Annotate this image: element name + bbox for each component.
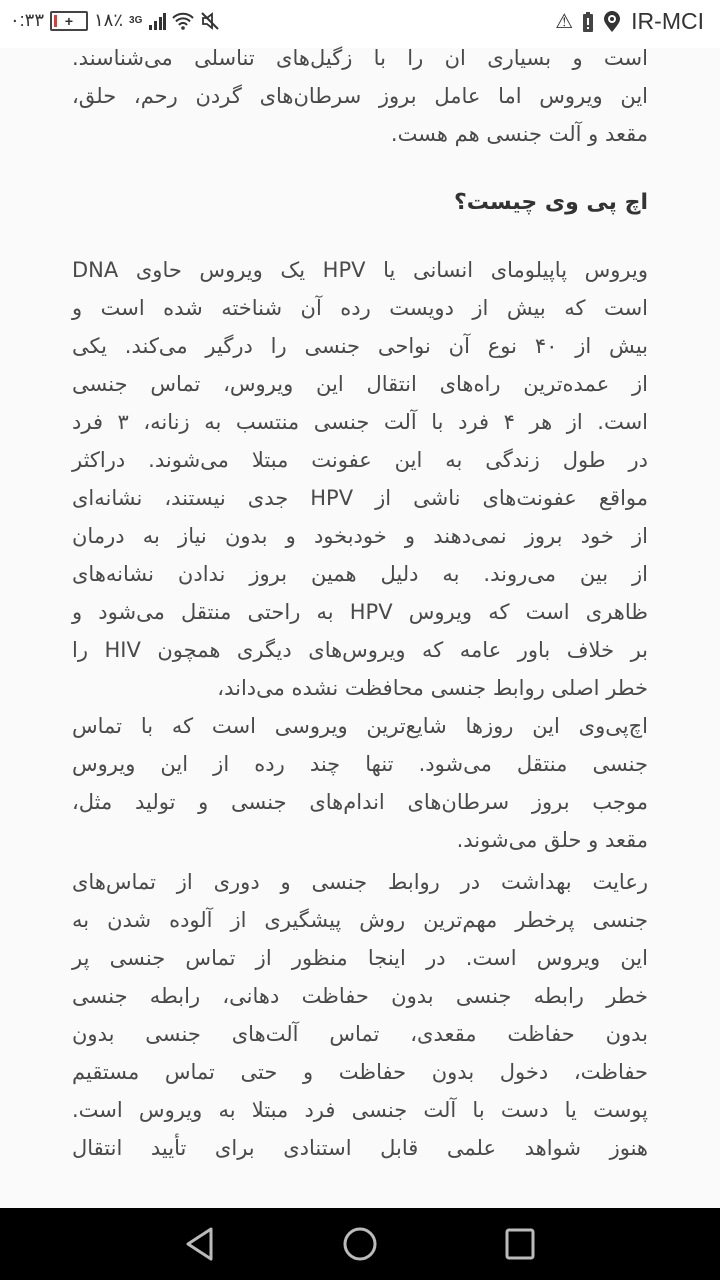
text-line: هنوز شواهد علمی قابل استنادی برای تأیید انتقال [72, 1136, 648, 1160]
carrier-name: IR-MCI [631, 8, 704, 34]
text-line: مقعد و آلت جنسی هم هست. [390, 122, 648, 146]
navigation-bar [0, 1208, 720, 1280]
text-line: موجب بروز سرطان‌های اندام‌های جنسی و تولید مثل، [72, 790, 648, 814]
back-button[interactable] [183, 1226, 217, 1262]
text-line: از خود بروز نمی‌دهند و خودبخود و بدون نیاز به درمان [72, 524, 648, 548]
signal-icon [148, 12, 166, 30]
text-line: ظاهری است که ویروس HPV به راحتی منتقل می‌شود و [72, 600, 648, 624]
text-line: پوست یا دست با آلت جنسی فرد مبتلا به ویروس است. [72, 1098, 648, 1122]
text-line: این ویروس است. در اینجا منظور از تماس جنسی پر [72, 946, 648, 970]
battery-icon: + [50, 11, 88, 31]
network-type: 3G [129, 15, 143, 26]
text-line: رعایت بهداشت در روابط جنسی و دوری از تماس‌های [72, 870, 648, 894]
paragraph-what-is-hpv [72, 251, 648, 859]
text-line: در طول زندگی به این عفونت مبتلا می‌شوند. دراکثر [72, 448, 648, 472]
text-line: جنسی منتقل می‌شود. تنها چند رده از این ویروس [72, 752, 648, 776]
text-line: ویروس پاپیلومای انسانی یا HPV یک ویروس حاوی DNA [72, 258, 648, 282]
paragraph-intro [72, 39, 648, 153]
mute-icon [200, 11, 220, 31]
text-line: مقعد و حلق می‌شوند. [456, 828, 648, 852]
text-line: بر خلاف باور عامه که ویروس‌های دیگری همچون HIV را [72, 638, 649, 662]
text-line: خطر رابطه جنسی بدون حفاظت دهانی، رابطه جنسی [72, 984, 648, 1008]
text-line: از عمده‌ترین راه‌های انتقال این ویروس، تماس جنسی [72, 372, 648, 396]
text-line: از بین می‌روند. به دلیل همین بروز ندادن نشانه‌های [72, 562, 648, 586]
text-line: مواقع عفونت‌های ناشی از HPV جدی نیستند، نشانه‌ای [72, 486, 648, 510]
home-button[interactable] [342, 1226, 378, 1262]
battery-percent: ۱۸٪ [94, 10, 124, 30]
text-line: اچ‌پی‌وی این روزها شایع‌ترین ویروسی است که با تماس [72, 714, 648, 738]
text-line: این ویروس اما عامل بروز سرطان‌های گردن رحم، حلق، [72, 84, 648, 108]
text-line: جنسی پرخطر مهم‌ترین روش پیشگیری از آلوده شدن به [72, 908, 648, 932]
text-line: بدون حفاظت مقعدی، تماس آلت‌های جنسی بدون [72, 1022, 648, 1046]
wifi-icon [172, 12, 194, 30]
paragraph-prevention [72, 863, 648, 1167]
battery-alert-icon [583, 12, 593, 32]
section-heading: اچ پی وی چیست؟ [453, 190, 648, 215]
text-line: حفاظت، دخول بدون حفاظت و حتی تماس مستقیم [72, 1060, 648, 1084]
text-line: است. از هر ۴ فرد با آلت جنسی منتسب به زنانه، ۳ فرد [72, 410, 649, 434]
warning-icon: ⚠ [555, 11, 574, 33]
text-line: خطر اصلی روابط جنسی محافظت نشده می‌داند، [217, 676, 648, 700]
clock: ۰:۳۳ [10, 10, 45, 30]
text-line: بیش از ۴۰ نوع آن نواحی جنسی را درگیر می‌کند. یکی [72, 334, 649, 358]
text-line: است که بیش از دویست رده آن شناخته شده است و [72, 296, 648, 320]
text-line: است و بسیاری ان را با زگیل‌های تناسلی می‌شناسند. [72, 46, 648, 70]
location-icon [603, 11, 621, 33]
recents-button[interactable] [504, 1226, 536, 1262]
